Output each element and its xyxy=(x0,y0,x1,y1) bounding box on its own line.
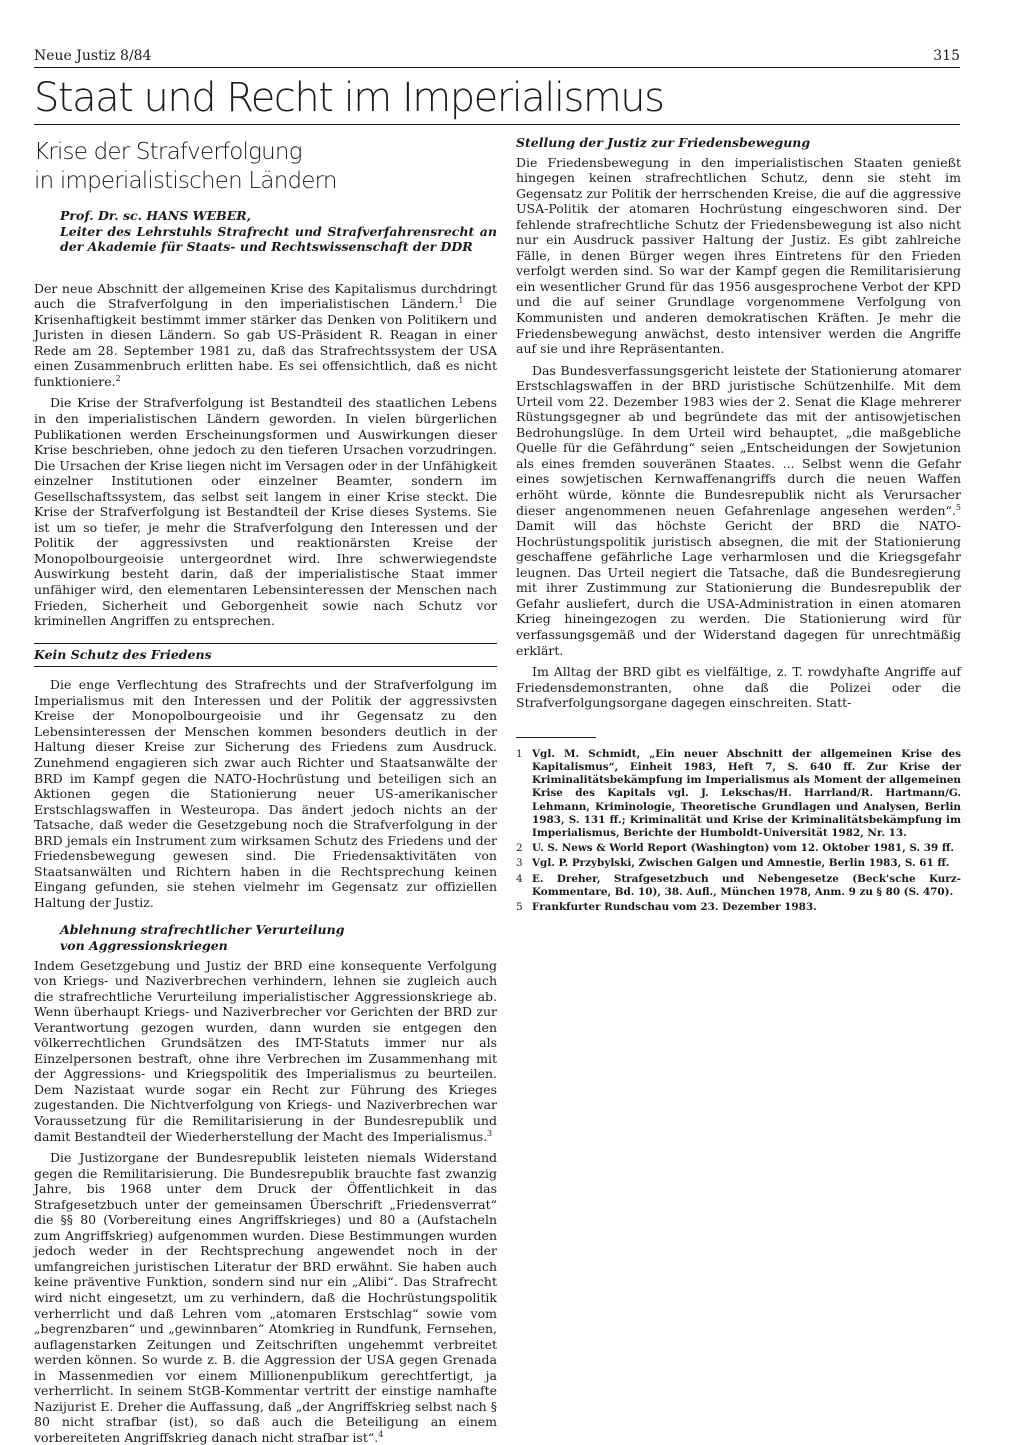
footnote-ref[interactable]: 2 xyxy=(115,373,121,383)
article-title xyxy=(34,138,497,196)
journal-issue: Neue Justiz 8/84 xyxy=(34,48,152,64)
footnote-rule xyxy=(516,737,596,738)
footnote-number: 4 xyxy=(516,872,523,885)
subheading-ablehnung xyxy=(60,922,497,953)
running-head xyxy=(34,48,960,68)
header-rule xyxy=(34,67,960,68)
footnote-item xyxy=(516,857,961,870)
intro-paragraph-2: Die Krise der Strafverfolgung ist Bestandteil des staatlichen Lebens in den imperialistischen Ländern geworden. In vielen bürgerlichen Publikationen werden Erscheinungsformen und Auswirkungen dieser Krise beschrieben, ohne jedoch zu den tieferen Ursachen vorzudringen. Die Ursachen der Krise liegen nicht im Versagen oder in der Unfähigkeit einzelner Institutionen oder einzelner Beamter, sondern im Gesellschaftssystem, das selbst seit langem in einer Krise steckt. Die Krise der Strafverfolgung ist Bestandteil der Krise dieses Systems. Sie ist um so tiefer, je mehr die Strafverfolgung den Interessen und der Politik der aggressivsten und reaktionärsten Kreise der Monopolbourgeoisie untergeordnet wird. Ihre schwerwiegendste Auswirkung besteht darin, daß der imperialistische Staat immer unfähiger wird, den elementaren Lebensinteressen der Menschen nach Frieden, Sicherheit und Geborgenheit sowie nach Schutz vor kriminellen Angriffen zu entsprechen. xyxy=(34,395,497,629)
footnote-text: U. S. News & World Report (Washington) vom 12. Oktober 1981, S. 39 ff. xyxy=(532,842,954,855)
section3-paragraph-2: Das Bundesverfassungsgericht leistete der Stationierung atomarer Erstschlagswaffen in der BRD juristische Schützenhilfe. Mit dem Urteil vom 22. Dezember 1983 wies der 2. Senat die Klage mehrerer Rüstungsgegner ab und begründete das mit der antisowjetischen Bedrohungslüge. In dem Urteil wird behauptet, „die maßgebliche Quelle für die Gefährdung“ seien „Entscheidungen der Sowjetunion als eines fremden souveränen Staates. ... Selbst wenn die Gefahr eines sowjetischen Kernwaffenangriffs durch die neuen Waffen erhöht würde, könnte die Bundesrepublik nicht als Verursacher dieser angenommenen neuen Gefahrenlage angesehen werden“.$^5$ Damit will das höchste Gericht der BRD die NATO-Hochrüstungspolitik juristisch absegnen, die mit der Stationierung geschaffene gefährliche Lage verharmlosen und die Kriegsgefahr leugnen. Das Urteil negiert die Tatsache, daß die Bundesregierung mit ihrer Zustimmung zur Stationierung die Bundesrepublik der Gefahr ausliefert, durch die USA-Administration in einen atomaren Krieg hineingezogen zu werden. Die Stationierung wird für verfassungsgemäß und der Widerstand dagegen für unrechtmäßig erklärt. xyxy=(516,362,961,658)
article-title-line-2: in imperialistischen Ländern xyxy=(34,168,337,194)
subheading-line-1: Ablehnung strafrechtlicher Verurteilung xyxy=(60,922,345,938)
footnote-number: 3 xyxy=(516,857,523,870)
footnote-number: 5 xyxy=(516,900,523,913)
footnote-item xyxy=(516,901,961,914)
subheading-stellung: Stellung der Justiz zur Friedensbewegung xyxy=(516,135,811,150)
right-column xyxy=(516,135,961,1367)
subheading-line-2: von Aggressionskriegen xyxy=(60,937,228,953)
section2-paragraph-2: Die Justizorgane der Bundesrepublik leisteten niemals Widerstand gegen die Remilitarisierung. Die Bundesrepublik brauchte fast zwanzig Jahre, bis 1968 unter dem Druck der Öffentlichkeit in das Strafgesetzbuch unter der gemeinsamen Überschrift „Friedensverrat“ die §§ 80 (Vorbereitung eines Angriffskrieges) und 80 a (Aufstacheln zum Angriffskrieg) aufgenommen wurden. Diese Bestimmungen wurden jedoch weder in der Rechtsprechung angewendet noch in der umfangreichen juristischen Literatur der BRD erwähnt. Sie haben auch keine präventive Funktion, sondern sind nur ein „Alibi“. Das Strafrecht wird nicht eingesetzt, um zu verhindern, daß die Hochrüstungspolitik verherrlicht und daß Lehren vom „atomaren Erstschlag“ sowie vom „begrenzbaren“ und „gewinnbaren“ Atomkrieg in Rundfunk, Fernsehen, auflagenstarken Zeitungen und Zeitschriften ungehemmt verbreitet werden können. So wurde z. B. die Aggression der USA gegen Grenada in Massenmedien vor einem Millionenpublikum gerechtfertigt, ja verherrlicht. In seinem StGB-Kommentar vertritt der einstige namhafte Nazijurist E. Dreher die Auffassung, daß „der Angriffskrieg selbst nach § 80 nicht strafbar (ist), so daß auch die Beteiligung an einem vorbereiteten Angriffskrieg danach nicht strafbar ist“.$^4$ xyxy=(34,1150,497,1445)
author-affiliation: Leiter des Lehrstuhls Strafrecht und Strafverfahrensrecht an der Akademie für Staats- und Rechtswissenschaft der DDR xyxy=(60,223,497,255)
footnote-text: E. Dreher, Strafgesetzbuch und Nebengesetze (Beck'sche Kurz-Kommentare, Bd. 10), 38. Aufl., München 1978, Anm. 9 zu § 80 (S. 470). xyxy=(532,872,961,898)
footnote-ref[interactable]: 4 xyxy=(378,1429,384,1439)
footnote-item xyxy=(516,842,961,855)
footnotes xyxy=(516,748,961,914)
footnote-ref[interactable]: 5 xyxy=(955,502,961,512)
footnote-item xyxy=(516,873,961,899)
footnote-text: Frankfurter Rundschau vom 23. Dezember 1983. xyxy=(532,900,817,913)
footnote-item xyxy=(516,748,961,840)
footnote-number: 1 xyxy=(516,747,523,760)
section1-paragraph: Die enge Verflechtung des Strafrechts und der Strafverfolgung im Imperialismus mit den Interessen und der Politik der aggressivsten Kreise der Monopolbourgeoisie und ihr Gegensatz zu den Lebensinteressen der Menschen kommen besonders deutlich in der Haltung dieser Kreise zur Sicherung des Friedens zum Ausdruck. Zunehmend engagieren sich zwar auch Richter und Staatsanwälte der BRD im Kampf gegen die NATO-Hochrüstung und beteiligen sich an Aktionen gegen die Stationierung neuer US-amerikanischer Erstschlagswaffen in Westeuropa. Das ändert jedoch nichts an der Tatsache, daß weder die Gesetzgebung noch die Strafverfolgung in der BRD jemals ein Instrument zum wirksamen Schutz des Friedens und der Friedensbewegung gewesen sind. Die Friedensaktivitäten von Staatsanwälten und Richtern haben in die Rechtsprechung keinen Eingang gefunden, sie stehen vielmehr im Gegensatz zur offiziellen Haltung der Justiz. xyxy=(34,677,497,910)
intro-paragraph-1: Der neue Abschnitt der allgemeinen Krise des Kapitalismus durchdringt auch die Strafverfolgung in den imperialistischen Ländern.$^1$ Die Krisenhaftigkeit bestimmt immer stärker das Denken von Politikern und Juristen in diesen Ländern. So gab US-Präsident R. Reagan in einer Rede am 28. September 1981 zu, daß das Strafrechtssystem der USA einen Zusammenbruch erlitten habe. Es sei offensichtlich, daß es nicht funktioniere.$^2$ xyxy=(34,280,498,389)
page-number: 315 xyxy=(933,48,960,64)
footnote-ref[interactable]: 1 xyxy=(458,296,464,306)
author-name: Prof. Dr. sc. HANS WEBER, xyxy=(60,208,252,223)
section-rule xyxy=(34,124,960,125)
section2-paragraph-1: Indem Gesetzgebung und Justiz der BRD eine konsequente Verfolgung von Kriegs- und Naziverbrechen verhindern, lehnen sie zugleich auch die strafrechtliche Verurteilung imperialistischer Aggressionskriege ab. Wenn überhaupt Kriegs- und Naziverbrecher vor Gerichten der BRD zur Verantwortung gezogen wurden, dann wurden sie entgegen den völkerrechtlichen Grundsätzen des IMT-Statuts immer nur als Einzelpersonen bestraft, ohne ihre Verbrechen im Zusammenhang mit der Aggressions- und Kriegspolitik des Imperialismus zu beurteilen. Dem Nazistaat wurde sogar ein Recht zur Führung des Krieges zugestanden. Die Nichtverfolgung von Kriegs- und Naziverbrechen war Voraussetzung für die Remilitarisierung in der Bundesrepublik und damit Bestandteil der Wiederherstellung der Macht des Imperialismus.$^3$ xyxy=(34,957,497,1144)
footnote-ref[interactable]: 3 xyxy=(487,1128,493,1138)
footnote-text: Vgl. P. Przybylski, Zwischen Galgen und Amnestie, Berlin 1983, S. 61 ff. xyxy=(532,857,950,870)
section-title: Staat und Recht im Imperialismus xyxy=(34,75,664,121)
subheading-kein-schutz: Kein Schutz des Friedens xyxy=(34,643,497,668)
article-title-line-1: Krise der Strafverfolgung xyxy=(34,139,302,165)
footnote-text: Vgl. M. Schmidt, „Ein neuer Abschnitt der allgemeinen Krise des Kapitalismus“, Einheit 1983, Heft 7, S. 640 ff. Zur Krise der Kriminalitätsbekämpfung im Imperialismus als Moment der allgemeinen Krise des Kapitals vgl. J. Lekschas/H. Harrland/R. Hartmann/G. Lehmann, Kriminologie, Theoretische Grundlagen und Analysen, Berlin 1983, S. 131 ff.; Kriminalität und Krise der Kriminalitätsbekämpfung im Imperialismus, Berichte der Humboldt-Universität 1982, Nr. 13. xyxy=(532,747,961,839)
footnote-number: 2 xyxy=(516,842,523,855)
section3-paragraph-1: Die Friedensbewegung in den imperialistischen Staaten genießt hingegen keinen strafrechtlichen Schutz, denn sie steht im Gegensatz zur Politik der herrschenden Kreise, die auf die aggressive USA-Politik der atomaren Hochrüstung eingeschworen sind. Der fehlende strafrechtliche Schutz der Friedensbewegung ist also nicht nur ein Ausdruck passiver Haltung der Justiz. Es gibt zahlreiche Fälle, in denen Bürger wegen ihres Eintretens für den Frieden verfolgt werden sind. So war der Kampf gegen die Remilitarisierung ein wesentlicher Grund für das 1956 ausgesprochene Verbot der KPD und die auf seiner Grundlage vorgenommene Verfolgung von Kommunisten und anderen demokratischen Kräften. Je mehr die Friedensbewegung anwächst, desto intensiver werden die Angriffe auf sie und ihre Repräsentanten. xyxy=(516,154,961,357)
left-column xyxy=(34,135,498,1445)
section3-paragraph-3: Im Alltag der BRD gibt es vielfältige, z. T. rowdyhafte Angriffe auf Friedensdemonstranten, ohne daß die Polizei oder die Strafverfolgungsorgane dagegen einschreiten. Statt- xyxy=(516,664,961,711)
